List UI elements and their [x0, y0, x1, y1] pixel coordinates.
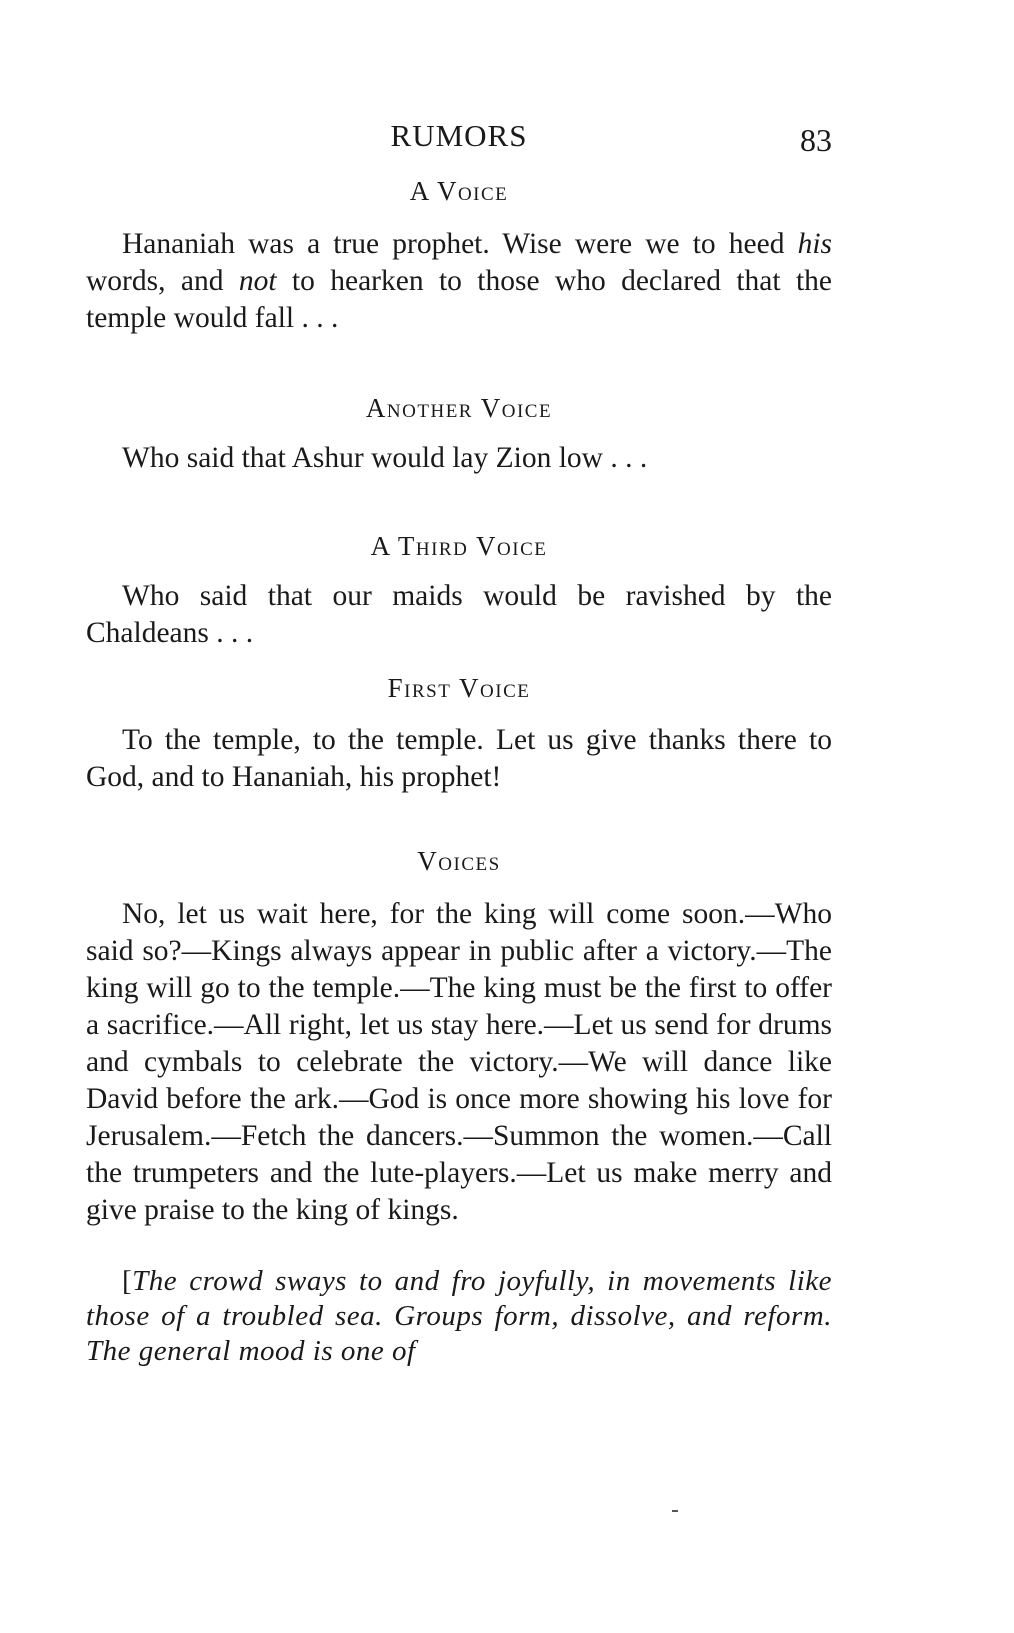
- stage-direction-text: The crowd sways to and fro joyfully, in movements like those of a troubled sea. Groups form, dissolve, and reform. The general mood is one of: [86, 1265, 832, 1367]
- stage-bracket: [: [122, 1265, 133, 1297]
- speech-paragraph: Who said that Ashur would lay Zion low . . .: [122, 442, 648, 474]
- speech-emphasis: his: [797, 228, 832, 260]
- page-number: 83: [800, 122, 832, 158]
- speaker-heading: Voices: [417, 846, 501, 876]
- stage-direction: [86, 1264, 832, 1369]
- speaker-heading: A Third Voice: [370, 531, 548, 561]
- speech-paragraph: Who said that our maids would be ravished by the Chaldeans . . .: [86, 580, 832, 649]
- speech-text: Hananiah was a true prophet. Wise were we to heed: [122, 228, 798, 260]
- running-title: RUMORS: [390, 118, 528, 153]
- book-page: [86, 0, 832, 1633]
- speech-text: to hearken to those who declared that the temple would fall . . .: [86, 265, 832, 334]
- speech-text: words, and: [86, 265, 239, 297]
- speech-paragraph: [86, 226, 832, 337]
- speaker-heading: First Voice: [387, 673, 531, 703]
- speaker-heading: Another Voice: [365, 393, 553, 423]
- speech-emphasis: not: [238, 265, 277, 297]
- speaker-heading: A Voice: [409, 176, 509, 206]
- running-head: [86, 118, 832, 158]
- speech-paragraph: No, let us wait here, for the king will come soon.—Who said so?—Kings always appear in public after a victory.—The king will go to the temple.—The king must be the first to offer a sacrifice.—All right, let us stay here.—Let us send for drums and cymbals to celebrate the victory.—We will dance like David before the ark.—God is once more showing his love for Jerusalem.—Fetch the dancers.—Summon the women.—Call the trumpeters and the lute-players.—Let us make merry and give praise to the king of kings.: [86, 898, 832, 1226]
- print-speck: [672, 1510, 678, 1512]
- speech-paragraph: To the temple, to the temple. Let us give thanks there to God, and to Hananiah, his prophet!: [86, 724, 832, 793]
